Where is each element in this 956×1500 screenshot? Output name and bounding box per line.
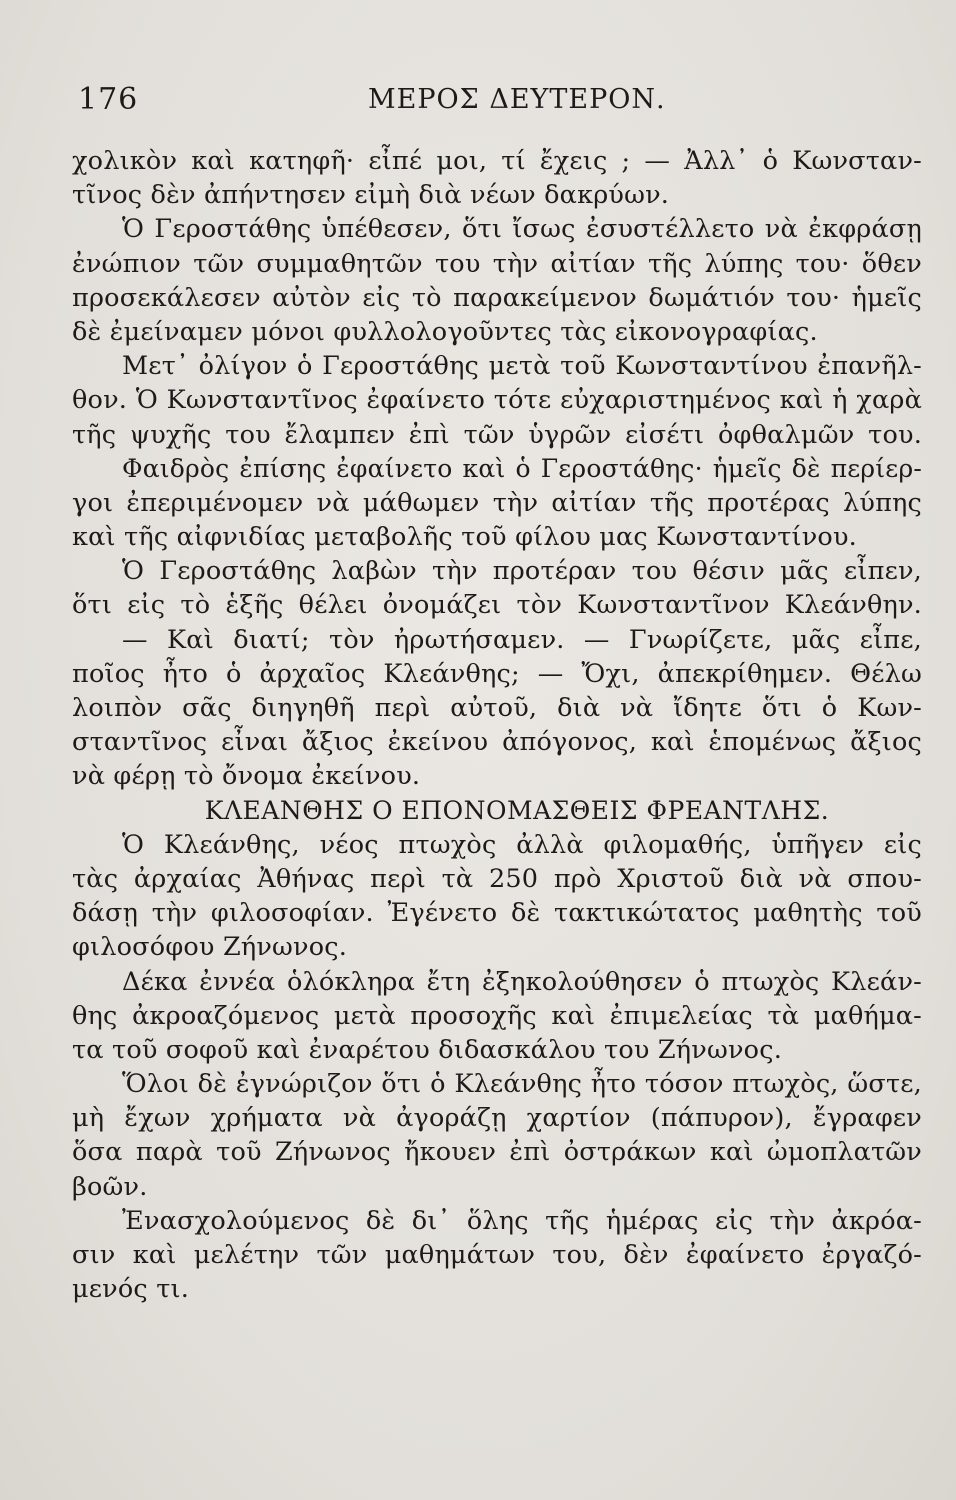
text-line: Ὅλοι δὲ ἐγνώριζον ὅτι ὁ Κλεάνθης ἦτο τόσον πτωχὸς, ὥστε,: [122, 1069, 922, 1100]
text-line: ὅσα παρὰ τοῦ Ζήνωνος ἤκουεν ἐπὶ ὀστράκων καὶ ὠμοπλατῶν: [72, 1137, 922, 1168]
text-line: μενός τι.: [72, 1274, 190, 1305]
text-line: — Καὶ διατί; τὸν ἠρωτήσαμεν. — Γνωρίζετε, μᾶς εἶπε,: [122, 624, 922, 655]
text-line: Ὁ Γεροστάθης λαβὼν τὴν προτέραν του θέσιν μᾶς εἶπεν,: [122, 556, 922, 587]
text-line: τὰς ἀρχαίας Ἀθήνας περὶ τὰ 250 πρὸ Χριστοῦ διὰ νὰ σπου-: [72, 863, 922, 894]
text-line: Φαιδρὸς ἐπίσης ἐφαίνετο καὶ ὁ Γεροστάθης· ἡμεῖς δὲ περίερ-: [122, 453, 922, 483]
text-line: μὴ ἔχων χρήματα νὰ ἀγοράζῃ χαρτίον (πάπυρον), ἔγραφεν: [72, 1103, 922, 1134]
text-line: δὲ ἐμείναμεν μόνοι φυλλολογοῦντες τὰς εἰκονογραφίας.: [72, 316, 818, 347]
page-header: [78, 82, 918, 126]
text-line: χολικὸν καὶ κατηφῆ· εἶπέ μοι, τί ἔχεις ; — Ἀλλ᾽ ὁ Κωνσταν-: [72, 146, 922, 176]
text-line: δάσῃ τὴν φιλοσοφίαν. Ἐγένετο δὲ τακτικώτατος μαθητὴς τοῦ: [72, 898, 922, 929]
text-line: θης ἀκροαζόμενος μετὰ προσοχῆς καὶ ἐπιμελείας τὰ μαθήμα-: [72, 1000, 922, 1031]
text-line: τα τοῦ σοφοῦ καὶ ἐναρέτου διδασκάλου του Ζήνωνος.: [72, 1034, 783, 1065]
text-line: καὶ τῆς αἰφνιδίας μεταβολῆς τοῦ φίλου μας Κωνσταντίνου.: [72, 522, 857, 553]
text-line: γοι ἐπεριμένομεν νὰ μάθωμεν τὴν αἰτίαν τῆς προτέρας λύπης: [72, 487, 922, 518]
text-line: θον. Ὁ Κωνσταντῖνος ἐφαίνετο τότε εὐχαριστημένος καὶ ἡ χαρὰ: [72, 385, 922, 416]
text-line: σιν καὶ μελέτην τῶν μαθημάτων του, δὲν ἐφαίνετο ἐργαζό-: [72, 1240, 922, 1270]
text-line: λοιπὸν σᾶς διηγηθῆ περὶ αὐτοῦ, διὰ νὰ ἴδητε ὅτι ὁ Κων-: [72, 693, 922, 723]
text-line: νὰ φέρῃ τὸ ὄνομα ἐκείνου.: [72, 761, 421, 792]
running-head: ΜΕΡΟΣ ΔΕΥΤΕΡΟΝ.: [368, 84, 666, 115]
text-line: τῆς ψυχῆς του ἔλαμπεν ἐπὶ τῶν ὑγρῶν εἰσέτι ὀφθαλμῶν του.: [72, 419, 922, 450]
text-line: Ὁ Γεροστάθης ὑπέθεσεν, ὅτι ἴσως ἐσυστέλλετο νὰ ἐκφράσῃ: [122, 214, 922, 245]
text-line: ποῖος ἦτο ὁ ἀρχαῖος Κλεάνθης; — Ὄχι, ἀπεκρίθημεν. Θέλω: [72, 658, 922, 689]
page-number: 176: [78, 82, 139, 117]
text-line: ὅτι εἰς τὸ ἑξῆς θέλει ὀνομάζει τὸν Κωνσταντῖνον Κλεάνθην.: [72, 590, 922, 621]
text-line: τῖνος δὲν ἀπήντησεν εἰμὴ διὰ νέων δακρύων.: [72, 180, 670, 211]
body-text: [72, 144, 922, 1306]
text-line: Ὁ Κλεάνθης, νέος πτωχὸς ἀλλὰ φιλομαθής, ὑπῆγεν εἰς: [122, 829, 922, 860]
section-heading: ΚΛΕΑΝΘΗΣ Ο ΕΠΟΝΟΜΑΣΘΕΙΣ ΦΡΕΑΝΤΛΗΣ.: [204, 795, 830, 825]
text-line: φιλοσόφου Ζήνωνος.: [72, 932, 348, 963]
text-line: Δέκα ἐννέα ὁλόκληρα ἔτη ἐξηκολούθησεν ὁ πτωχὸς Κλεάν-: [122, 966, 922, 997]
text-line: ἐνώπιον τῶν συμμαθητῶν του τὴν αἰτίαν τῆς λύπης του· ὅθεν: [72, 248, 922, 279]
text-line: Μετ᾽ ὀλίγον ὁ Γεροστάθης μετὰ τοῦ Κωνσταντίνου ἐπανῆλ-: [122, 351, 922, 382]
text-line: προσεκάλεσεν αὐτὸν εἰς τὸ παρακείμενον δωμάτιόν του· ἡμεῖς: [72, 282, 922, 313]
text-line: Ἐνασχολούμενος δὲ δι᾽ ὅλης τῆς ἡμέρας εἰς τὴν ἀκρόα-: [122, 1205, 922, 1236]
text-line: βοῶν.: [72, 1171, 148, 1202]
text-line: σταντῖνος εἶναι ἄξιος ἐκείνου ἀπόγονος, καὶ ἑπομένως ἄξιος: [72, 727, 922, 758]
